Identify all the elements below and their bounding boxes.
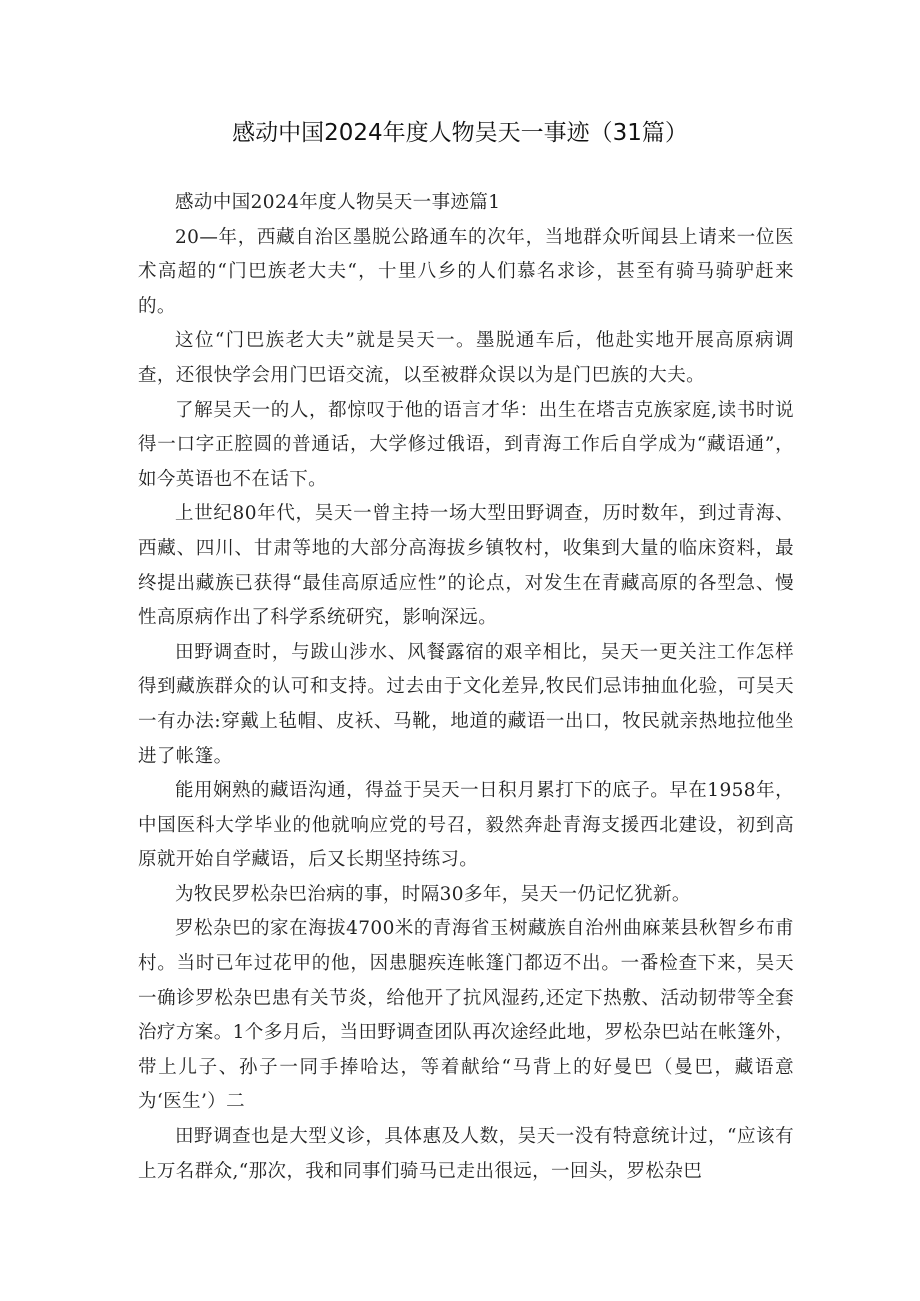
document-title: 感动中国2024年度人物吴天一事迹（31篇） bbox=[232, 120, 688, 146]
paragraph: 这位“门巴族老大夫”就是吴天一。墨脱通车后，他赴实地开展高原病调查，还很快学会用门巴语交流，以至被群众误以为是门巴族的大夫。 bbox=[138, 330, 794, 386]
paragraph: 田野调查也是大型义诊，具体惠及人数，吴天一没有特意统计过，“应该有上万名群众,“那次，我和同事们骑马已走出很远，一回头，罗松杂巴 bbox=[138, 1126, 794, 1182]
paragraph: 田野调查时，与跋山涉水、风餐露宿的艰辛相比，吴天一更关注工作怎样得到藏族群众的认可和支持。过去由于文化差异,牧民们忌讳抽血化验，可吴天一有办法:穿戴上毡帽、皮袄、马靴，地道的藏语一出口，牧民就亲热地拉他坐进了帐篷。 bbox=[138, 641, 794, 767]
section-heading: 感动中国2024年度人物吴天一事迹篇1 bbox=[175, 192, 501, 213]
paragraph: 能用娴熟的藏语沟通，得益于吴天一日积月累打下的底子。早在1958年，中国医科大学毕业的他就响应党的号召，毅然奔赴青海支援西北建设，初到高原就开始自学藏语，后又长期坚持练习。 bbox=[138, 780, 794, 871]
paragraph: 20—年，西藏自治区墨脱公路通车的次年，当地群众听闻县上请来一位医术高超的“门巴族老大夫“，十里八乡的人们慕名求诊，甚至有骑马骑驴赶来的。 bbox=[138, 226, 794, 317]
document-body bbox=[138, 186, 794, 1189]
paragraph: 罗松杂巴的家在海拔4700米的青海省玉树藏族自治州曲麻莱县秋智乡布甫村。当时已年过花甲的他，因患腿疾连帐篷门都迈不出。一番检查下来，吴天一确诊罗松杂巴患有关节炎，给他开了抗风湿药,还定下热敷、活动韧带等全套治疗方案。1个多月后，当田野调查团队再次途经此地，罗松杂巴站在帐篷外，带上儿子、孙子一同手捧哈达，等着献给“马背上的好曼巴（曼巴，藏语意为‘医生’）二 bbox=[138, 918, 794, 1113]
paragraph: 为牧民罗松杂巴治病的事，时隔30多年，吴天一仍记忆犹新。 bbox=[175, 883, 691, 905]
paragraph: 了解吴天一的人，都惊叹于他的语言才华：出生在塔吉克族家庭,读书时说得一口字正腔圆的普通话，大学修过俄语，到青海工作后自学成为“藏语通”，如今英语也不在话下。 bbox=[138, 399, 794, 490]
paragraph: 上世纪80年代，吴天一曾主持一场大型田野调查，历时数年，到过青海、西藏、四川、甘肃等地的大部分高海拔乡镇牧村，收集到大量的临床资料，最终提出藏族已获得“最佳高原适应性”的论点，对发生在青藏高原的各型急、慢性高原病作出了科学系统研究，影响深远。 bbox=[138, 503, 794, 629]
